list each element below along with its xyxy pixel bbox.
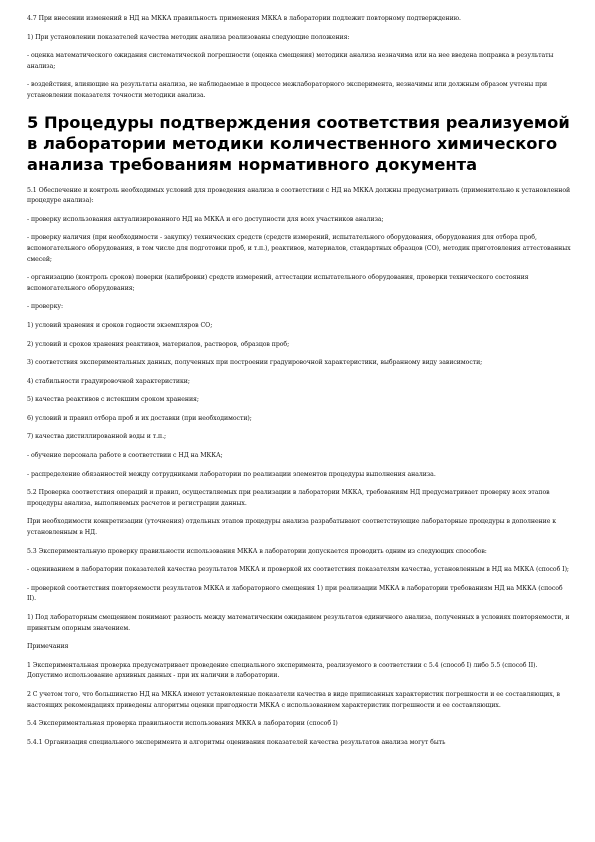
- paragraph: 3) соответствия экспериментальных данных, полученных при построении градуировочной характеристики, выбранному виду зависимости;: [27, 359, 483, 367]
- paragraph-spacer: [27, 424, 573, 432]
- paragraph-spacer: [27, 313, 573, 321]
- paragraph-spacer: [27, 509, 573, 517]
- paragraph-spacer: [27, 653, 573, 661]
- paragraph: 4) стабильности градуировочной характеристики;: [27, 377, 190, 385]
- paragraph-spacer: [27, 730, 573, 738]
- paragraph: - проверкой соответствия повторяемости результатов МККА и лабораторного смещения 1) при реализации МККА в лаборатории требованиям НД на МККА (способ II).: [27, 584, 563, 603]
- paragraph-spacer: [27, 406, 573, 414]
- paragraph-spacer: [27, 557, 573, 565]
- paragraph: - оцениванием в лаборатории показателей качества результатов МККА и проверкой их соответствия показателям качества, установленным в НД на МККА (способ I);: [27, 566, 569, 574]
- paragraph: - проверку:: [27, 303, 64, 311]
- paragraph: 5.4 Экспериментальная проверка правильности использования МККА в лаборатории (способ I): [27, 720, 338, 728]
- paragraph-spacer: [27, 225, 573, 233]
- paragraph: 1 Экспериментальная проверка предусматривает проведение специального эксперимента, реализуемого в соответствии с 5.4 (способ I) либо 5.5 (способ II). Допустимо использование архивных данных - при их наличии в лаборатории.: [27, 661, 538, 680]
- paragraph: - воздействия, влияющие на результаты анализа, не наблюдаемые в процессе межлабораторного эксперимента, незначимы или должным образом учтены при установлении показателя точности методики анализа.: [27, 81, 548, 99]
- paragraph-spacer: [27, 265, 573, 273]
- paragraph: 5.4.1 Организация специального эксперимента и алгоритмы оценивания показателей качества результатов анализа могут быть: [27, 738, 446, 746]
- paragraph: 2 С учетом того, что большинство НД на МККА имеют установленные показатели качества в виде приписанных характеристик погрешности и ее составляющих, в настоящих рекомендациях приведены алгоритмы оценки пригодности МККА с использованием характеристик погрешности и ее составляющих.: [27, 690, 560, 709]
- body-section: [27, 186, 573, 749]
- paragraph: 7) качества дистиллированной воды и т.п.;: [27, 433, 167, 441]
- paragraph-spacer: [27, 711, 573, 719]
- paragraph: 5.1 Обеспечение и контроль необходимых условий для проведения анализа в соответствии с НД на МККА должны предусматривать (применительно к установленной процедуре анализа):: [27, 186, 571, 205]
- paragraph-spacer: [27, 25, 573, 33]
- paragraph-spacer: [27, 682, 573, 690]
- paragraph: Примечания: [27, 643, 69, 651]
- paragraph: - проверку наличия (при необходимости - закупку) технических средств (средств измерений, испытательного оборудования, оборудования для отбора проб, вспомогательного оборудования, в том числе для подготовки проб, и т.п.), реактивов, материалов, стандартных образцов (СО), методик приготовления аттестованных смесей;: [27, 234, 571, 263]
- paragraph-spacer: [27, 294, 573, 302]
- paragraph-spacer: [27, 332, 573, 340]
- paragraph: 4.7 При внесении изменений в НД на МККА правильность применения МККА в лаборатории подлежит повторному подтверждению.: [27, 15, 461, 22]
- paragraph-spacer: [27, 387, 573, 395]
- paragraph-spacer: [27, 576, 573, 584]
- paragraph: - оценка математического ожидания систематической погрешности (оценка смещения) методики анализа незначима или на нее введена поправка в результаты анализа;: [27, 52, 554, 70]
- paragraph-spacer: [27, 43, 573, 51]
- paragraph: 5) качества реактивов с истекшим сроком хранения;: [27, 396, 199, 404]
- paragraph-spacer: [27, 605, 573, 613]
- paragraph-spacer: [27, 539, 573, 547]
- paragraph-spacer: [27, 443, 573, 451]
- intro-section: [27, 14, 573, 102]
- paragraph-spacer: [27, 462, 573, 470]
- paragraph: 1) Под лабораторным смещением понимают разность между математическим ожиданием результатов единичного анализа, полученных в условиях повторяемости, и принятым опорным значением.: [27, 614, 570, 632]
- paragraph-spacer: [27, 369, 573, 377]
- paragraph: При необходимости конкретизации (уточнения) отдельных этапов процедуры анализа разрабатывают соответствующие лабораторные процедуры в дополнение к установленным в НД.: [27, 518, 557, 537]
- paragraph: - организацию (контроль сроков) поверки (калибровки) средств измерений, аттестации испытательного оборудования, проверки технического состояния вспомогательного оборудования;: [27, 274, 529, 292]
- paragraph-spacer: [27, 480, 573, 488]
- paragraph-spacer: [27, 350, 573, 358]
- paragraph: 1) условий хранения и сроков годности экземпляров СО;: [27, 321, 213, 329]
- section-heading: 5 Процедуры подтверждения соответствия реализуемой в лаборатории методики количественного химического анализа требованиям нормативного документа: [27, 112, 570, 174]
- paragraph: 5.3 Экспериментальную проверку правильности использования МККА в лаборатории допускается проводить одним из следующих способов:: [27, 547, 487, 555]
- paragraph-spacer: [27, 72, 573, 80]
- paragraph: 5.2 Проверка соответствия операций и правил, осуществляемых при реализации в лаборатории МККА, требованиям НД предусматривает проверку всех этапов процедуры анализа, выполняемых расчетов и регистрации данных.: [27, 489, 550, 507]
- paragraph: 6) условий и правил отбора проб и их доставки (при необходимости);: [27, 414, 252, 422]
- paragraph-spacer: [27, 207, 573, 215]
- paragraph-spacer: [27, 634, 573, 642]
- paragraph: 1) При установлении показателей качества методик анализа реализованы следующие положения:: [27, 33, 350, 41]
- paragraph: - обучение персонала работе в соответствии с НД на МККА;: [27, 452, 223, 460]
- paragraph: - распределение обязанностей между сотрудниками лаборатории по реализации элементов процедуры выполнения анализа.: [27, 470, 436, 478]
- paragraph: 2) условий и сроков хранения реактивов, материалов, растворов, образцов проб;: [27, 340, 290, 348]
- paragraph: - проверку использования актуализированного НД на МККА и его доступности для всех участников анализа;: [27, 215, 384, 223]
